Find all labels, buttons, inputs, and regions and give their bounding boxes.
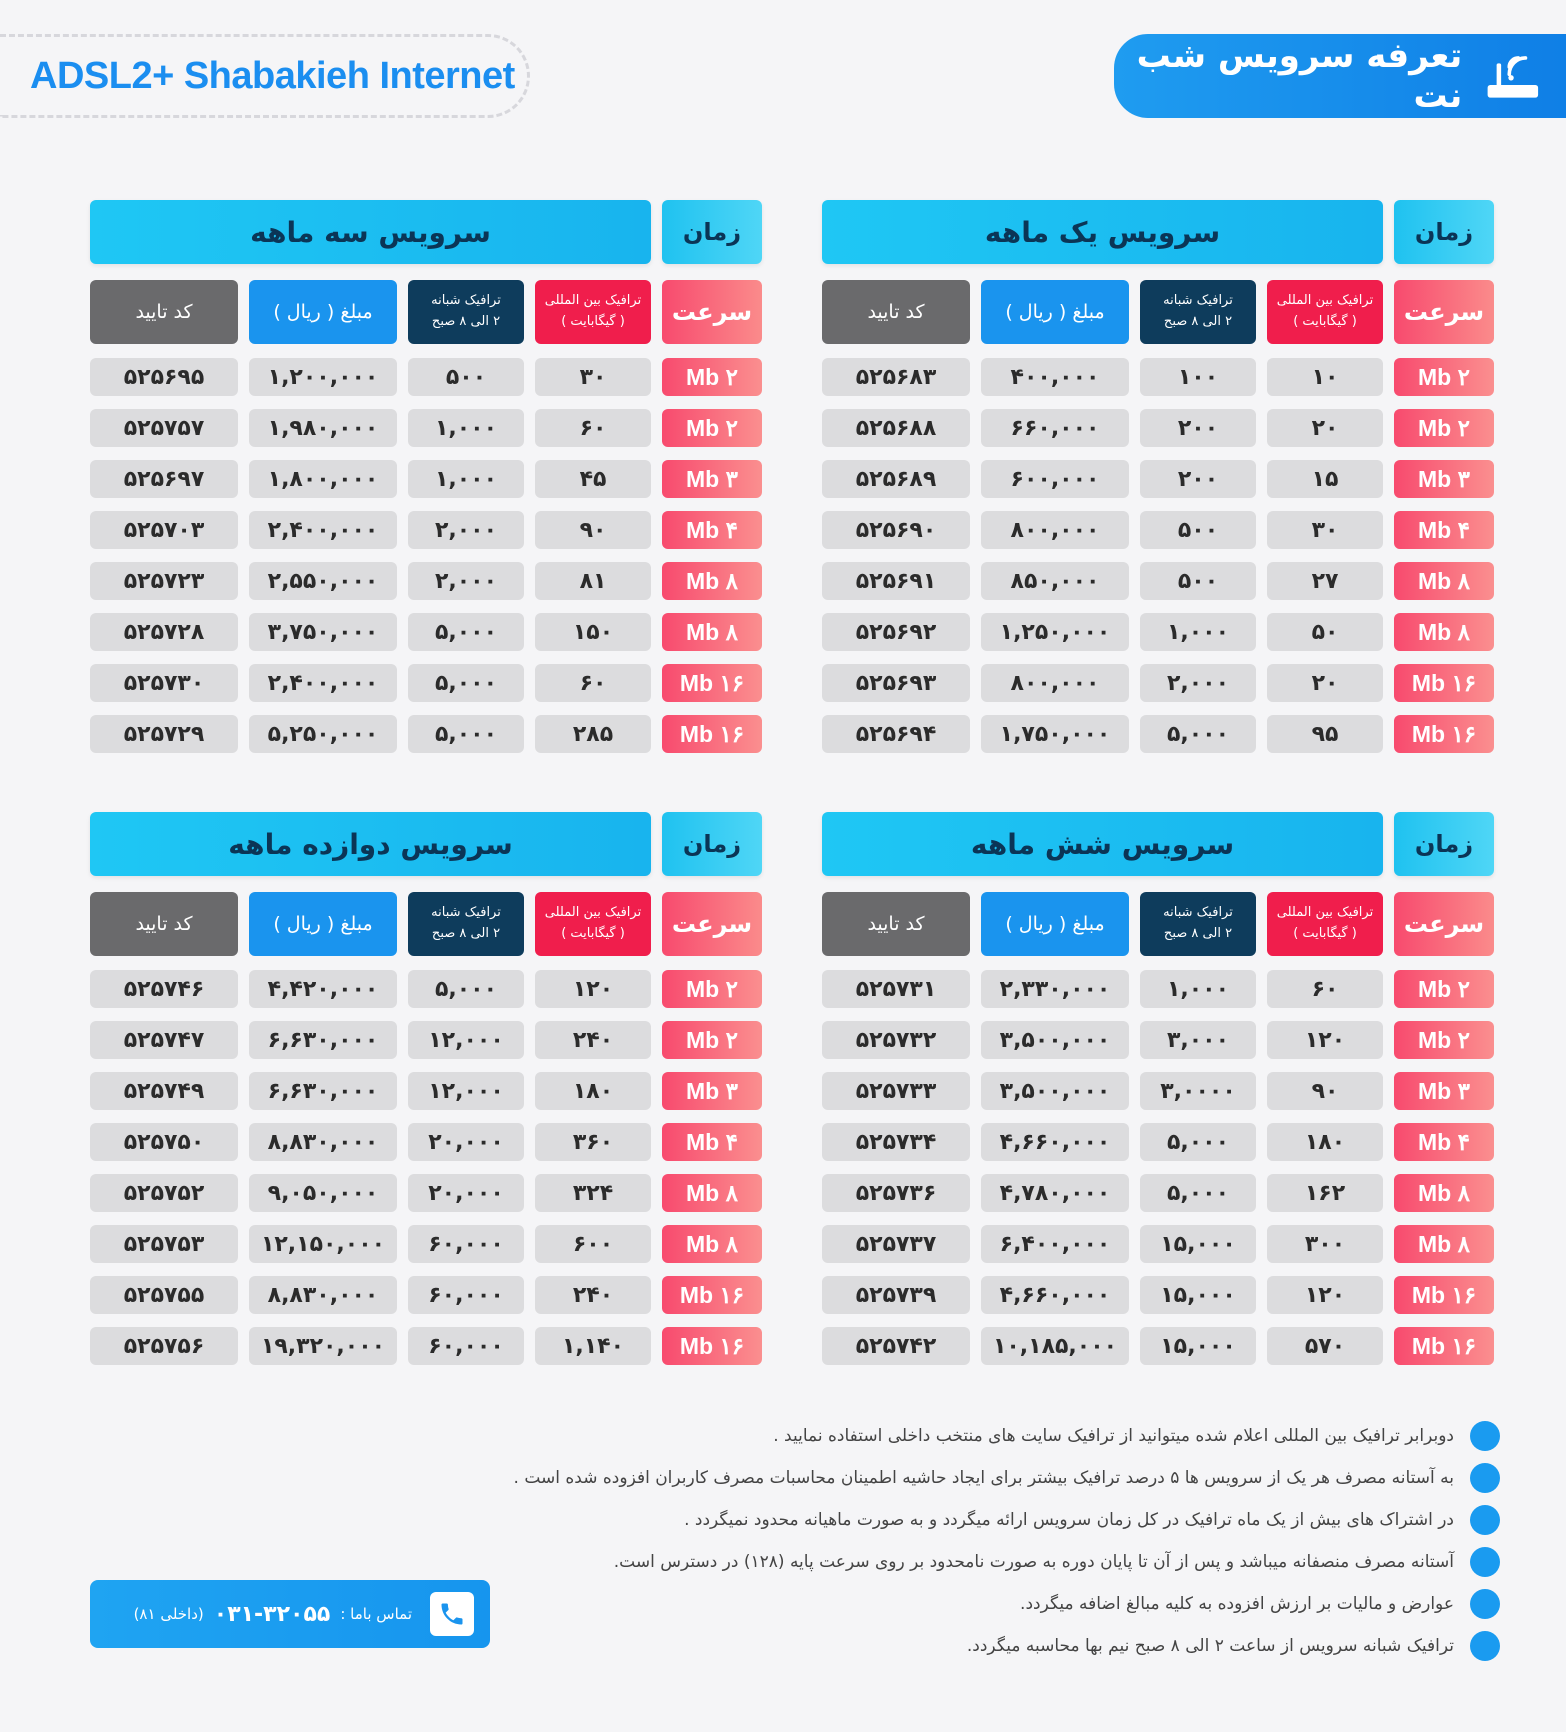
note-item: به آستانه مصرف هر یک از سرویس ها ۵ درصد ترافیک بیشتر برای ایجاد حاشیه اطمینان محاسبات مصرف کاربران افزوده شده است . [100,1457,1500,1499]
intl-traffic-cell: ۶۰ [535,664,651,702]
speed-cell: ۲ Mb [1394,970,1494,1008]
price-cell: ۱,۲۵۰,۰۰۰ [981,613,1129,651]
night-traffic-header: ترافیک شبانه ۲ الی ۸ صبح [1140,892,1256,956]
speed-cell: ۱۶ Mb [662,715,762,753]
speed-cell: ۱۶ Mb [662,664,762,702]
price-cell: ۸,۸۳۰,۰۰۰ [249,1123,397,1161]
night-traffic-cell: ۱۲,۰۰۰ [408,1021,524,1059]
speed-cell: ۲ Mb [1394,409,1494,447]
night-traffic-cell: ۲۰,۰۰۰ [408,1123,524,1161]
intl-traffic-cell: ۹۰ [535,511,651,549]
time-header: زمان [1394,200,1494,264]
intl-traffic-cell: ۳۰ [1267,511,1383,549]
price-cell: ۴,۶۶۰,۰۰۰ [981,1276,1129,1314]
price-cell: ۶۶۰,۰۰۰ [981,409,1129,447]
dot-icon [1470,1547,1500,1577]
speed-header: سرعت [662,892,762,956]
price-header: مبلغ ( ریال ) [981,280,1129,344]
speed-header: سرعت [1394,892,1494,956]
note-item: آستانه مصرف منصفانه میباشد و پس از آن تا پایان دوره به صورت نامحدود بر روی سرعت پایه (۱۲۸) در دسترس است. [100,1541,1500,1583]
price-header: مبلغ ( ریال ) [249,892,397,956]
intl-traffic-cell: ۱۲۰ [1267,1021,1383,1059]
night-traffic-cell: ۱۲,۰۰۰ [408,1072,524,1110]
price-cell: ۸۰۰,۰۰۰ [981,511,1129,549]
night-traffic-cell: ۱,۰۰۰ [408,409,524,447]
price-cell: ۴,۷۸۰,۰۰۰ [981,1174,1129,1212]
price-cell: ۴,۶۶۰,۰۰۰ [981,1123,1129,1161]
code-cell: ۵۲۵۶۹۴ [822,715,970,753]
price-cell: ۲,۴۰۰,۰۰۰ [249,511,397,549]
night-traffic-cell: ۱۵,۰۰۰ [1140,1327,1256,1365]
price-cell: ۹,۰۵۰,۰۰۰ [249,1174,397,1212]
intl-traffic-cell: ۲۴۰ [535,1021,651,1059]
speed-cell: ۳ Mb [1394,460,1494,498]
intl-traffic-cell: ۸۱ [535,562,651,600]
intl-traffic-cell: ۳۰ [535,358,651,396]
dot-icon [1470,1421,1500,1451]
code-header: کد تایید [90,892,238,956]
price-cell: ۴,۴۲۰,۰۰۰ [249,970,397,1008]
contact-label: تماس باما : [340,1605,412,1623]
dot-icon [1470,1589,1500,1619]
note-item: ترافیک شبانه سرویس از ساعت ۲ الی ۸ صبح نیم بها محاسبه میگردد. [100,1625,1500,1667]
price-cell: ۶۰۰,۰۰۰ [981,460,1129,498]
price-header: مبلغ ( ریال ) [981,892,1129,956]
speed-cell: ۳ Mb [662,1072,762,1110]
code-cell: ۵۲۵۶۸۹ [822,460,970,498]
price-cell: ۸,۸۳۰,۰۰۰ [249,1276,397,1314]
night-traffic-cell: ۵,۰۰۰ [408,613,524,651]
code-cell: ۵۲۵۶۹۳ [822,664,970,702]
intl-traffic-header: ترافیک بین المللی ( گیگابایت ) [535,892,651,956]
price-cell: ۶,۶۳۰,۰۰۰ [249,1072,397,1110]
code-cell: ۵۲۵۷۴۲ [822,1327,970,1365]
code-cell: ۵۲۵۶۹۵ [90,358,238,396]
code-cell: ۵۲۵۷۳۳ [822,1072,970,1110]
night-traffic-cell: ۲,۰۰۰ [1140,664,1256,702]
price-cell: ۸۰۰,۰۰۰ [981,664,1129,702]
night-traffic-cell: ۵۰۰ [1140,562,1256,600]
dot-icon [1470,1463,1500,1493]
night-traffic-cell: ۲۰۰ [1140,460,1256,498]
speed-header: سرعت [662,280,762,344]
code-cell: ۵۲۵۷۴۷ [90,1021,238,1059]
dot-icon [1470,1631,1500,1661]
code-header: کد تایید [90,280,238,344]
code-cell: ۵۲۵۷۲۸ [90,613,238,651]
speed-cell: ۲ Mb [1394,1021,1494,1059]
speed-cell: ۸ Mb [1394,562,1494,600]
price-cell: ۱,۷۵۰,۰۰۰ [981,715,1129,753]
speed-cell: ۴ Mb [662,1123,762,1161]
night-traffic-cell: ۳,۰۰۰ [1140,1021,1256,1059]
table-title: سرویس دوازده ماهه [90,812,651,876]
price-cell: ۵,۲۵۰,۰۰۰ [249,715,397,753]
night-traffic-cell: ۵۰۰ [408,358,524,396]
code-cell: ۵۲۵۶۹۱ [822,562,970,600]
price-cell: ۱۹,۳۲۰,۰۰۰ [249,1327,397,1365]
price-cell: ۱,۸۰۰,۰۰۰ [249,460,397,498]
intl-traffic-header: ترافیک بین المللی ( گیگابایت ) [535,280,651,344]
tariff-table [822,200,1494,760]
note-item: در اشتراک های بیش از یک ماه ترافیک در کل زمان سرویس ارائه میگردد و به صورت ماهیانه محدود نمیگردد . [100,1499,1500,1541]
speed-cell: ۱۶ Mb [1394,664,1494,702]
dot-icon [1470,1505,1500,1535]
speed-cell: ۲ Mb [662,970,762,1008]
router-wifi-icon [1484,48,1542,104]
intl-traffic-cell: ۳۶۰ [535,1123,651,1161]
night-traffic-cell: ۱,۰۰۰ [1140,613,1256,651]
time-header: زمان [662,812,762,876]
intl-traffic-cell: ۵۷۰ [1267,1327,1383,1365]
night-traffic-cell: ۶۰,۰۰۰ [408,1327,524,1365]
night-traffic-cell: ۳,۰۰۰۰ [1140,1072,1256,1110]
price-cell: ۳,۵۰۰,۰۰۰ [981,1021,1129,1059]
code-cell: ۵۲۵۷۲۹ [90,715,238,753]
tariff-table [90,812,762,1372]
speed-cell: ۲ Mb [1394,358,1494,396]
night-traffic-header: ترافیک شبانه ۲ الی ۸ صبح [408,280,524,344]
intl-traffic-cell: ۶۰ [535,409,651,447]
price-cell: ۳,۷۵۰,۰۰۰ [249,613,397,651]
speed-cell: ۱۶ Mb [1394,1276,1494,1314]
code-cell: ۵۲۵۷۲۳ [90,562,238,600]
code-cell: ۵۲۵۷۳۱ [822,970,970,1008]
table-title: سرویس یک ماهه [822,200,1383,264]
night-traffic-cell: ۱۵,۰۰۰ [1140,1225,1256,1263]
code-cell: ۵۲۵۷۵۳ [90,1225,238,1263]
brand-banner [0,34,530,118]
speed-cell: ۴ Mb [1394,511,1494,549]
speed-cell: ۸ Mb [1394,1225,1494,1263]
code-cell: ۵۲۵۷۴۶ [90,970,238,1008]
code-cell: ۵۲۵۷۴۹ [90,1072,238,1110]
speed-cell: ۳ Mb [1394,1072,1494,1110]
intl-traffic-cell: ۱,۱۴۰ [535,1327,651,1365]
intl-traffic-cell: ۱۰ [1267,358,1383,396]
code-cell: ۵۲۵۷۵۰ [90,1123,238,1161]
intl-traffic-cell: ۱۸۰ [1267,1123,1383,1161]
code-cell: ۵۲۵۷۵۶ [90,1327,238,1365]
night-traffic-cell: ۱۵,۰۰۰ [1140,1276,1256,1314]
speed-cell: ۳ Mb [662,460,762,498]
night-traffic-cell: ۱,۰۰۰ [408,460,524,498]
price-cell: ۱۲,۱۵۰,۰۰۰ [249,1225,397,1263]
night-traffic-cell: ۱۰۰ [1140,358,1256,396]
speed-cell: ۸ Mb [1394,1174,1494,1212]
contact-box[interactable] [90,1580,490,1648]
speed-cell: ۱۶ Mb [1394,715,1494,753]
night-traffic-header: ترافیک شبانه ۲ الی ۸ صبح [408,892,524,956]
price-cell: ۱۰,۱۸۵,۰۰۰ [981,1327,1129,1365]
intl-traffic-cell: ۴۵ [535,460,651,498]
speed-cell: ۸ Mb [1394,613,1494,651]
intl-traffic-cell: ۶۰ [1267,970,1383,1008]
contact-number[interactable]: ۰۳۱-۳۲۰۵۵ [213,1601,331,1627]
note-item: عوارض و مالیات بر ارزش افزوده به کلیه مبالغ اضافه میگردد. [100,1583,1500,1625]
code-cell: ۵۲۵۶۹۰ [822,511,970,549]
speed-cell: ۴ Mb [662,511,762,549]
speed-header: سرعت [1394,280,1494,344]
intl-traffic-header: ترافیک بین المللی ( گیگابایت ) [1267,280,1383,344]
speed-cell: ۲ Mb [662,1021,762,1059]
intl-traffic-cell: ۳۰۰ [1267,1225,1383,1263]
code-cell: ۵۲۵۷۳۴ [822,1123,970,1161]
night-traffic-cell: ۲۰۰ [1140,409,1256,447]
night-traffic-cell: ۵,۰۰۰ [408,715,524,753]
intl-traffic-cell: ۱۵۰ [535,613,651,651]
intl-traffic-cell: ۵۰ [1267,613,1383,651]
night-traffic-cell: ۲,۰۰۰ [408,562,524,600]
intl-traffic-cell: ۱۲۰ [1267,1276,1383,1314]
speed-cell: ۴ Mb [1394,1123,1494,1161]
price-cell: ۳,۵۰۰,۰۰۰ [981,1072,1129,1110]
night-traffic-header: ترافیک شبانه ۲ الی ۸ صبح [1140,280,1256,344]
night-traffic-cell: ۶۰,۰۰۰ [408,1225,524,1263]
price-cell: ۱,۹۸۰,۰۰۰ [249,409,397,447]
night-traffic-cell: ۵,۰۰۰ [1140,1123,1256,1161]
code-cell: ۵۲۵۷۳۰ [90,664,238,702]
intl-traffic-cell: ۲۷ [1267,562,1383,600]
code-cell: ۵۲۵۷۵۷ [90,409,238,447]
intl-traffic-cell: ۳۲۴ [535,1174,651,1212]
intl-traffic-cell: ۲۰ [1267,664,1383,702]
speed-cell: ۸ Mb [662,613,762,651]
intl-traffic-cell: ۱۸۰ [535,1072,651,1110]
price-cell: ۶,۶۳۰,۰۰۰ [249,1021,397,1059]
speed-cell: ۲ Mb [662,358,762,396]
code-cell: ۵۲۵۶۹۲ [822,613,970,651]
note-item: دوبرابر ترافیک بین المللی اعلام شده میتوانید از ترافیک سایت های منتخب داخلی استفاده نمایید . [100,1415,1500,1457]
price-cell: ۶,۴۰۰,۰۰۰ [981,1225,1129,1263]
table-title: سرویس شش ماهه [822,812,1383,876]
price-cell: ۲,۵۵۰,۰۰۰ [249,562,397,600]
price-cell: ۸۵۰,۰۰۰ [981,562,1129,600]
speed-cell: ۲ Mb [662,409,762,447]
contact-extension: (داخلی ۸۱) [133,1605,204,1623]
night-traffic-cell: ۵,۰۰۰ [1140,1174,1256,1212]
intl-traffic-cell: ۶۰۰ [535,1225,651,1263]
code-cell: ۵۲۵۶۸۳ [822,358,970,396]
price-cell: ۲,۴۰۰,۰۰۰ [249,664,397,702]
code-header: کد تایید [822,892,970,956]
night-traffic-cell: ۶۰,۰۰۰ [408,1276,524,1314]
night-traffic-cell: ۲۰,۰۰۰ [408,1174,524,1212]
intl-traffic-cell: ۲۰ [1267,409,1383,447]
title-banner [1114,34,1566,118]
intl-traffic-cell: ۱۶۲ [1267,1174,1383,1212]
code-cell: ۵۲۵۷۳۶ [822,1174,970,1212]
code-cell: ۵۲۵۷۰۳ [90,511,238,549]
page-title: تعرفه سرویس شب نت [1136,36,1463,116]
intl-traffic-cell: ۲۸۵ [535,715,651,753]
time-header: زمان [662,200,762,264]
price-cell: ۲,۳۳۰,۰۰۰ [981,970,1129,1008]
code-cell: ۵۲۵۷۵۲ [90,1174,238,1212]
intl-traffic-header: ترافیک بین المللی ( گیگابایت ) [1267,892,1383,956]
code-cell: ۵۲۵۷۳۷ [822,1225,970,1263]
tariff-table [90,200,762,760]
speed-cell: ۱۶ Mb [662,1327,762,1365]
intl-traffic-cell: ۹۰ [1267,1072,1383,1110]
table-title: سرویس سه ماهه [90,200,651,264]
price-header: مبلغ ( ریال ) [249,280,397,344]
night-traffic-cell: ۲,۰۰۰ [408,511,524,549]
night-traffic-cell: ۵,۰۰۰ [408,664,524,702]
code-header: کد تایید [822,280,970,344]
price-cell: ۱,۲۰۰,۰۰۰ [249,358,397,396]
brand-title: ADSL2+ Shabakieh Internet [30,54,515,97]
intl-traffic-cell: ۱۲۰ [535,970,651,1008]
code-cell: ۵۲۵۶۹۷ [90,460,238,498]
speed-cell: ۸ Mb [662,562,762,600]
price-cell: ۴۰۰,۰۰۰ [981,358,1129,396]
intl-traffic-cell: ۱۵ [1267,460,1383,498]
phone-icon [430,1592,474,1636]
intl-traffic-cell: ۲۴۰ [535,1276,651,1314]
code-cell: ۵۲۵۷۳۲ [822,1021,970,1059]
night-traffic-cell: ۵,۰۰۰ [408,970,524,1008]
speed-cell: ۸ Mb [662,1174,762,1212]
code-cell: ۵۲۵۶۸۸ [822,409,970,447]
speed-cell: ۱۶ Mb [662,1276,762,1314]
time-header: زمان [1394,812,1494,876]
night-traffic-cell: ۵۰۰ [1140,511,1256,549]
tariff-table [822,812,1494,1372]
speed-cell: ۸ Mb [662,1225,762,1263]
night-traffic-cell: ۵,۰۰۰ [1140,715,1256,753]
intl-traffic-cell: ۹۵ [1267,715,1383,753]
night-traffic-cell: ۱,۰۰۰ [1140,970,1256,1008]
code-cell: ۵۲۵۷۵۵ [90,1276,238,1314]
speed-cell: ۱۶ Mb [1394,1327,1494,1365]
code-cell: ۵۲۵۷۳۹ [822,1276,970,1314]
